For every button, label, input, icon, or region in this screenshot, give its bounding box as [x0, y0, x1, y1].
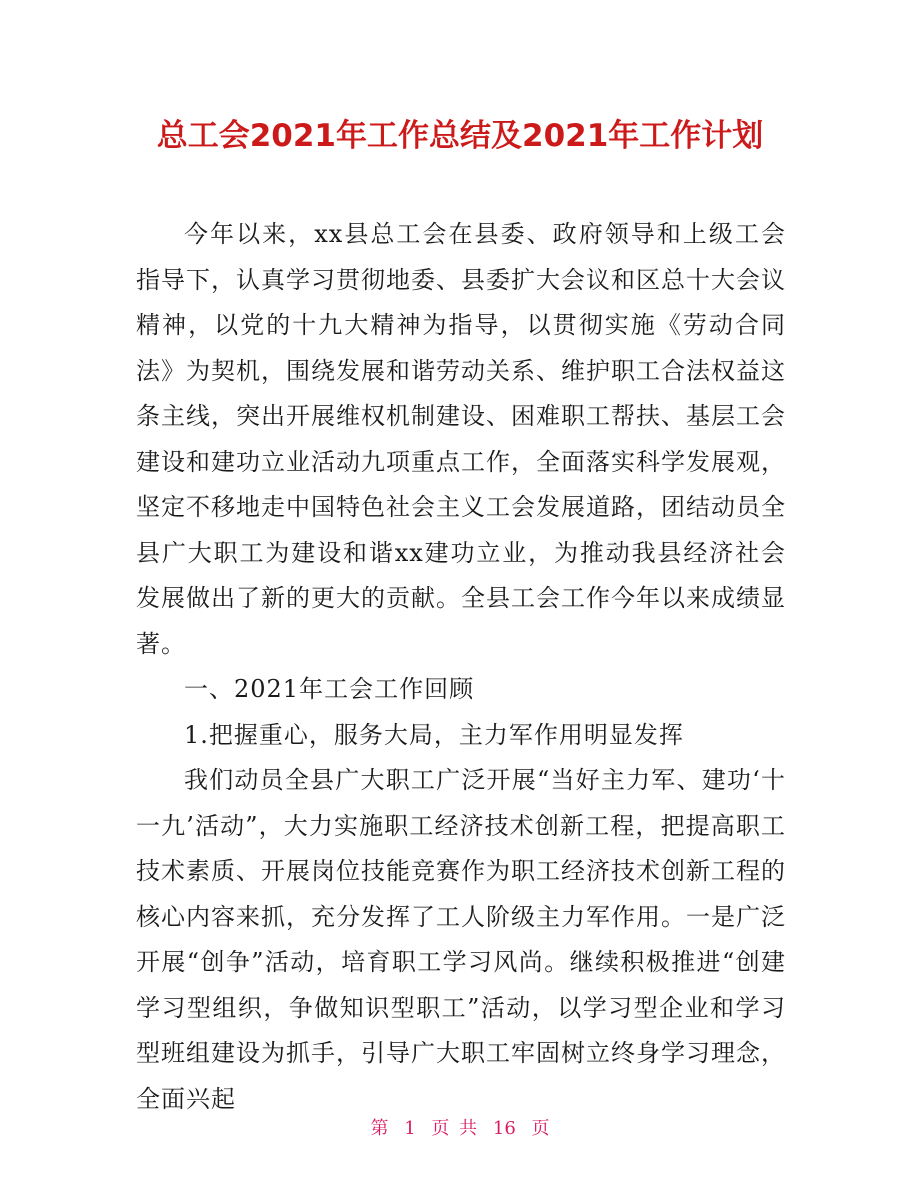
document-title: 总工会2021年工作总结及2021年工作计划	[156, 118, 764, 154]
footer-prefix: 第	[370, 1118, 389, 1139]
footer-mid: 页 共	[431, 1118, 478, 1139]
page-footer	[0, 1114, 920, 1140]
paragraph-body: 我们动员全县广大职工广泛开展“当好主力军、建功‘十一九’活动”，大力实施职工经济技术创新工程，把提高职工技术素质、开展岗位技能竞赛作为职工经济技术创新工程的核心内容来抓，充分发挥了工人阶级主力军作用。一是广泛开展“创争”活动，培育职工学习风尚。继续积极推进“创建学习型组织，争做知识型职工”活动，以学习型企业和学习型班组建设为抓手，引导广大职工牢固树立终身学习理念，全面兴起	[136, 766, 786, 1113]
current-page-number: 1	[404, 1118, 416, 1139]
section-heading: 一、2021年工会工作回顾	[184, 675, 475, 703]
subsection-heading: 1.把握重心，服务大局，主力军作用明显发挥	[184, 720, 684, 749]
paragraph-intro: 今年以来，xx县总工会在县委、政府领导和上级工会指导下，认真学习贯彻地委、县委扩大会议和区总十大会议精神，以党的十九大精神为指导，以贯彻实施《劳动合同法》为契机，围绕发展和谐劳动关系、维护职工合法权益这条主线，突出开展维权机制建设、困难职工帮扶、基层工会建设和建功立业活动九项重点工作，全面落实科学发展观，坚定不移地走中国特色社会主义工会发展道路，团结动员全县广大职工为建设和谐xx建功立业，为推动我县经济社会发展做出了新的更大的贡献。全县工会工作今年以来成绩显著。	[136, 220, 786, 658]
total-pages-number: 16	[492, 1118, 516, 1139]
document-body	[136, 212, 786, 1122]
footer-suffix: 页	[531, 1118, 550, 1139]
